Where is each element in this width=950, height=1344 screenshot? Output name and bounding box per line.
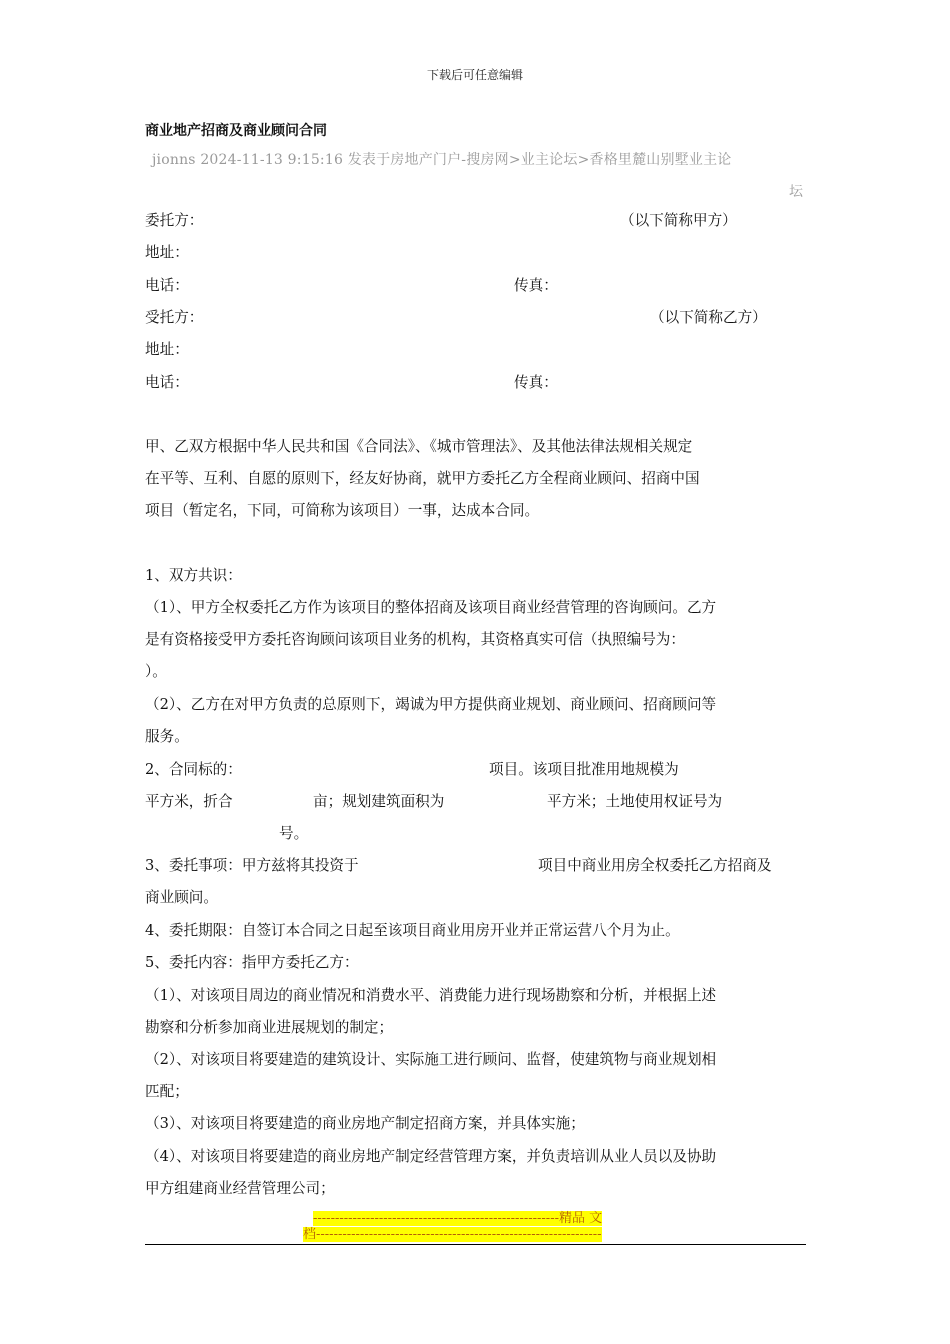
- footer-divider: [145, 1244, 806, 1245]
- section-1-line: ）。: [145, 663, 167, 680]
- post-meta-line-cont: 坛: [789, 184, 803, 200]
- agent-note: （以下简称乙方）: [650, 309, 767, 326]
- section-1-heading: 1、双方共识：: [145, 567, 242, 584]
- section-3-text: 项目中商业用房全权委托乙方招商及: [538, 857, 772, 874]
- client-note: （以下简称甲方）: [620, 212, 737, 229]
- client-fax-label: 传真：: [514, 277, 558, 294]
- intro-line: 项目（暂定名，下同，可简称为该项目）一事，达成本合同。: [145, 502, 540, 519]
- agent-fax-label: 传真：: [514, 374, 558, 391]
- document-title: 商业地产招商及商业顾问合同: [145, 123, 327, 139]
- section-1-line: 是有资格接受甲方委托咨询顾问该项目业务的机构，其资格真实可信（执照编号为：: [145, 631, 685, 648]
- section-2-text: 平方米；土地使用权证号为: [547, 793, 723, 810]
- section-2-text: 亩；规划建筑面积为: [313, 793, 445, 810]
- agent-address-label: 地址：: [145, 341, 189, 358]
- page-header-note: 下载后可任意编辑: [426, 68, 523, 82]
- section-3-text: 商业顾问。: [145, 889, 218, 906]
- section-5-line: 匹配；: [145, 1083, 189, 1100]
- post-meta-line: jionns 2024-11-13 9:15:16 发表于房地产门户-搜房网>业主论坛>香格里麓山别墅业主论: [152, 152, 732, 168]
- section-3-heading: 3、委托事项：甲方兹将其投资于: [145, 857, 359, 874]
- client-address-label: 地址：: [145, 244, 189, 261]
- section-1-line: （2）、乙方在对甲方负责的总原则下，竭诚为甲方提供商业规划、商业顾问、招商顾问等: [145, 696, 717, 713]
- section-2-text: 号。: [279, 825, 309, 842]
- section-1-line: 服务。: [145, 728, 189, 745]
- section-5-line: 勘察和分析参加商业进展规划的制定；: [145, 1019, 394, 1036]
- section-5-line: （4）、对该项目将要建造的商业房地产制定经营管理方案，并负责培训从业人员以及协助: [145, 1148, 717, 1165]
- section-4-text: 4、委托期限：自签订本合同之日起至该项目商业用房开业并正常运营八个月为止。: [145, 922, 680, 939]
- section-5-line: （1）、对该项目周边的商业情况和消费水平、消费能力进行现场勘察和分析，并根据上述: [145, 987, 717, 1004]
- section-5-heading: 5、委托内容：指甲方委托乙方：: [145, 954, 359, 971]
- section-5-line: （3）、对该项目将要建造的商业房地产制定招商方案，并具体实施；: [145, 1115, 585, 1132]
- section-1-line: （1）、甲方全权委托乙方作为该项目的整体招商及该项目商业经营管理的咨询顾问。乙方: [145, 599, 717, 616]
- agent-label: 受托方：: [145, 309, 204, 326]
- section-2-text: 项目。该项目批准用地规模为: [489, 761, 679, 778]
- agent-phone-label: 电话：: [145, 374, 189, 391]
- client-phone-label: 电话：: [145, 277, 189, 294]
- footer-banner-line: --------------------------------------------------------精品 文: [313, 1211, 603, 1226]
- client-label: 委托方：: [145, 212, 204, 229]
- section-2-text: 平方米，折合: [145, 793, 233, 810]
- section-2-heading: 2、合同标的：: [145, 761, 242, 778]
- intro-line: 甲、乙双方根据中华人民共和国《合同法》、《城市管理法》、及其他法律法规相关规定: [145, 438, 693, 455]
- intro-line: 在平等、互利、自愿的原则下，经友好协商，就甲方委托乙方全程商业顾问、招商中国: [145, 470, 700, 487]
- section-5-line: 甲方组建商业经营管理公司；: [145, 1180, 335, 1197]
- section-5-line: （2）、对该项目将要建造的建筑设计、实际施工进行顾问、监督，使建筑物与商业规划相: [145, 1051, 717, 1068]
- footer-banner-line: 档-----------------------------------------------------------------: [303, 1227, 602, 1242]
